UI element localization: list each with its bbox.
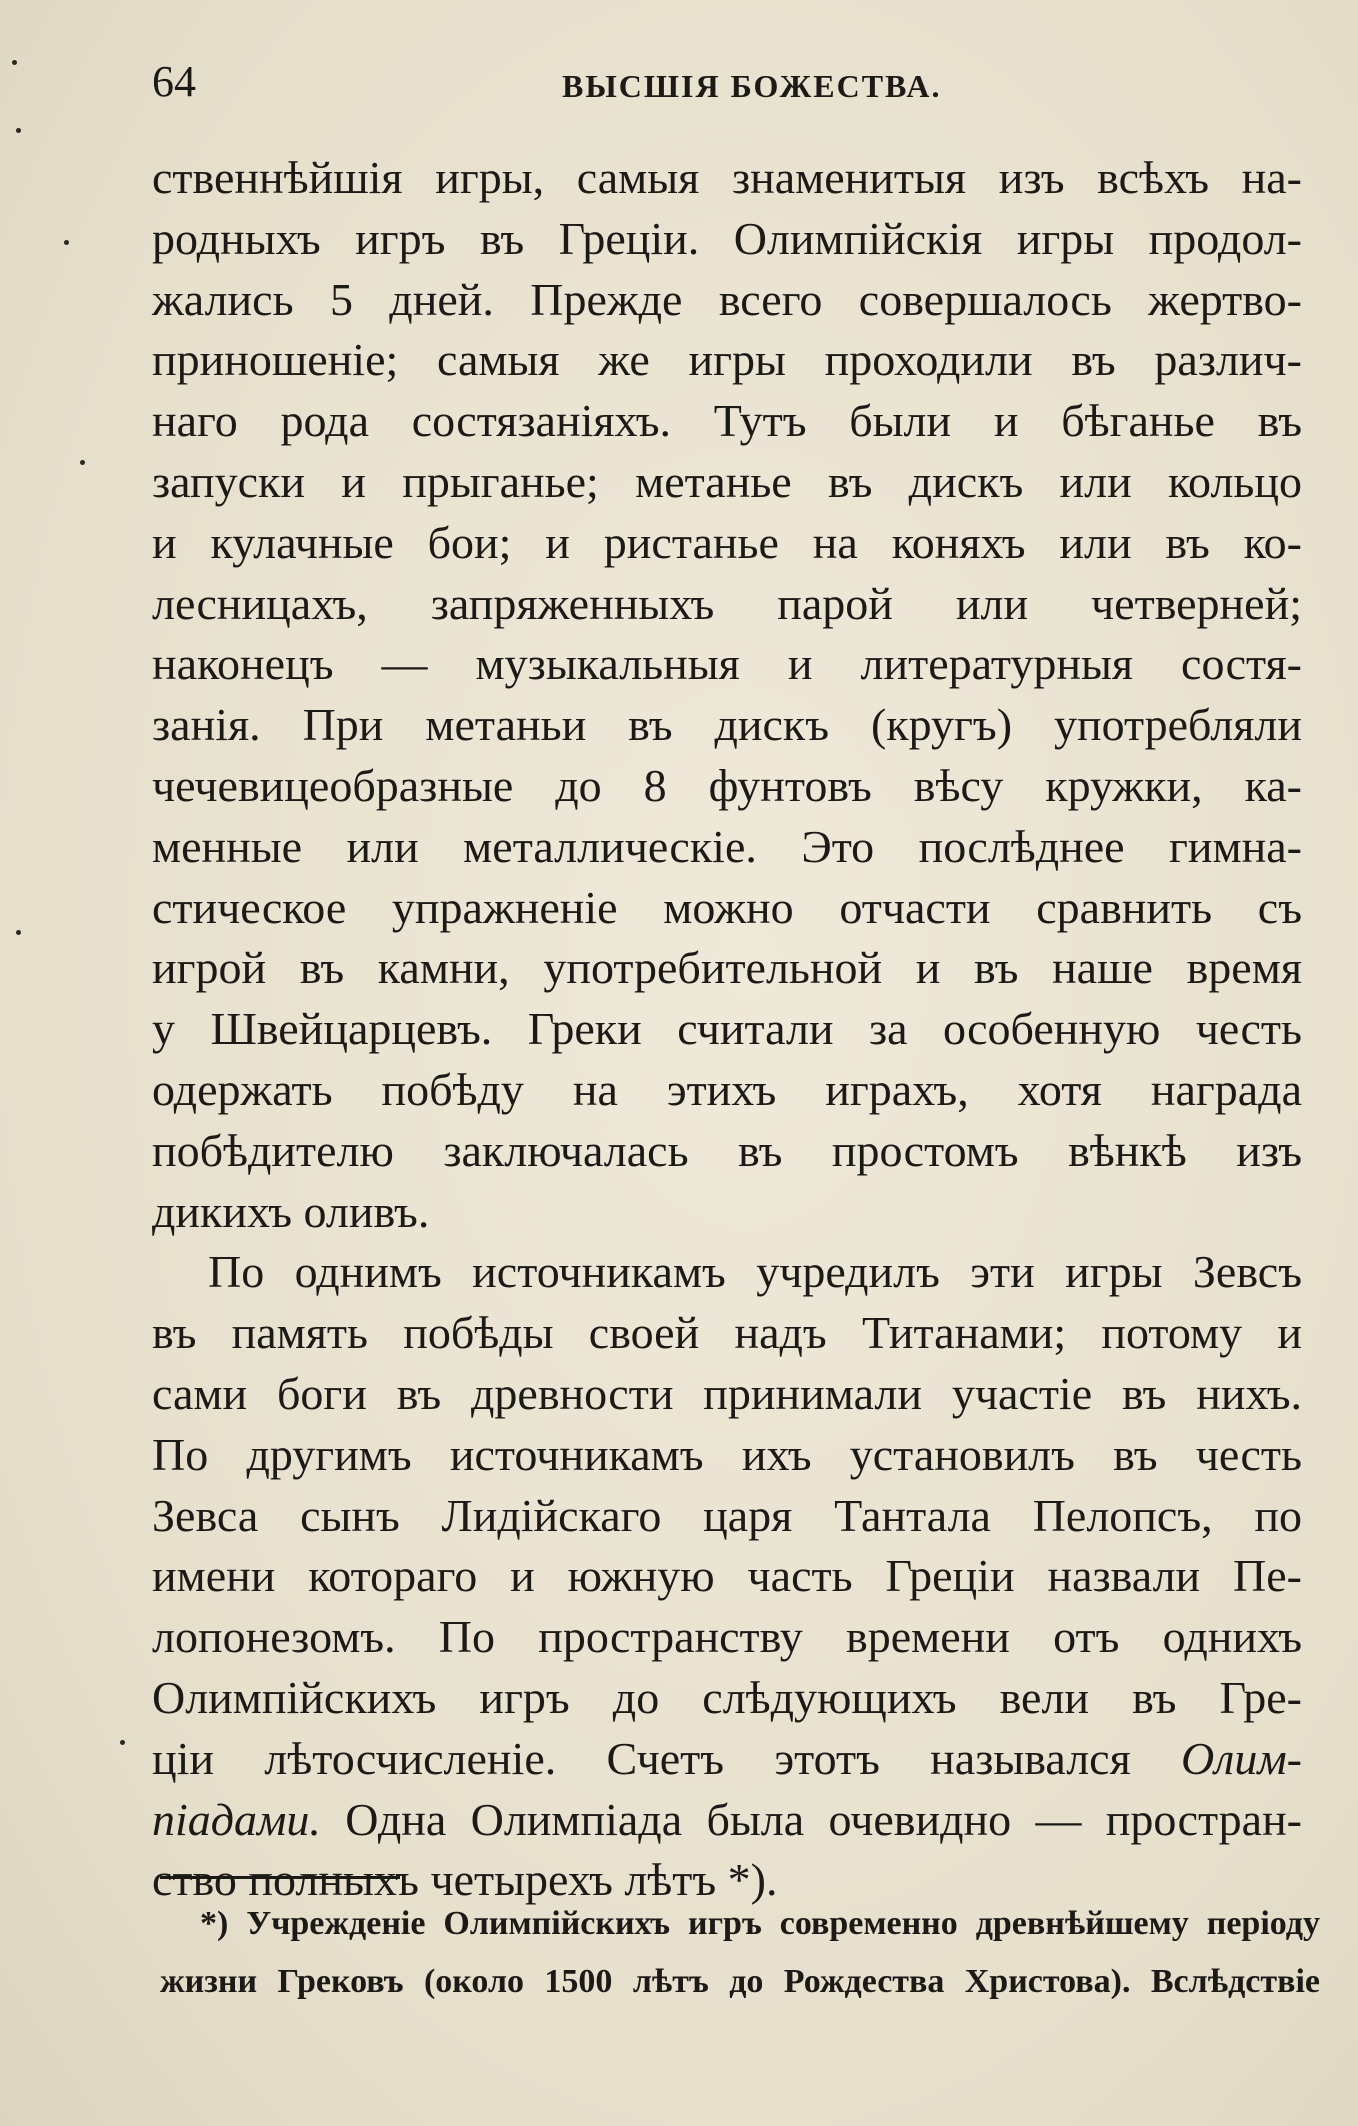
text-run: Одна Олимпіада была очевидно — простран-: [320, 1793, 1302, 1845]
text-line: въ память побѣды своей надъ Титанами; потому и: [152, 1307, 1302, 1359]
text-line: и кулачные бои; и ристанье на коняхъ или въ ко-: [152, 516, 1302, 568]
body-text: [152, 148, 1302, 1911]
margin-speck: [16, 930, 21, 935]
text-line: игрой въ камни, употребительной и въ наше время: [152, 942, 1302, 994]
margin-speck: [64, 240, 69, 245]
paragraph-1: [152, 148, 1302, 1242]
text-line: лесницахъ, запряженныхъ парой или четверней;: [152, 577, 1302, 629]
text-line: приношеніе; самыя же игры проходили въ различ-: [152, 334, 1302, 386]
text-line: [152, 1729, 1302, 1790]
margin-speck: [120, 1740, 125, 1745]
paragraph-2: [152, 1242, 1302, 1911]
page-header: [152, 52, 1302, 112]
italic-term: піадами.: [152, 1793, 321, 1845]
text-line: занія. При метаньи въ дискъ (кругъ) употребляли: [152, 699, 1302, 751]
margin-speck: [80, 460, 85, 465]
margin-speck: [12, 60, 17, 65]
text-line: родныхъ игръ въ Греціи. Олимпійскія игры продол-: [152, 212, 1302, 264]
text-line: лопонезомъ. По пространству времени отъ однихъ: [152, 1611, 1302, 1663]
text-line: у Швейцарцевъ. Греки считали за особенную честь: [152, 1003, 1302, 1055]
text-line: побѣдителю заключалась въ простомъ вѣнкѣ изъ: [152, 1124, 1302, 1176]
text-line: Зевса сынъ Лидійскаго царя Тантала Пелопсъ, по: [152, 1489, 1302, 1541]
footnote-line: жизни Грековъ (около 1500 лѣтъ до Рождества Христова). Вслѣдствіе: [160, 1963, 1320, 2000]
footnote-rule: [160, 1876, 400, 1879]
footnote-line: *) Учрежденіе Олимпійскихъ игръ современно древнѣйшему періоду: [200, 1905, 1320, 1942]
text-line: чечевицеобразные до 8 фунтовъ вѣсу кружки, ка-: [152, 759, 1302, 811]
text-line: [152, 1790, 1302, 1851]
italic-term: Олим-: [1181, 1732, 1302, 1784]
text-line: имени котораго и южную часть Греціи назвали Пе-: [152, 1550, 1302, 1602]
text-line: наконецъ — музыкальныя и литературныя состя-: [152, 638, 1302, 690]
margin-speck: [16, 128, 21, 133]
text-line: жались 5 дней. Прежде всего совершалось жертво-: [152, 273, 1302, 325]
text-line: ство полныхъ четырехъ лѣтъ *).: [152, 1854, 778, 1906]
text-run: ціи лѣтосчисленіе. Счетъ этотъ назывался: [152, 1732, 1131, 1784]
text-line: сами боги въ древности принимали участіе въ нихъ.: [152, 1367, 1302, 1419]
text-line: По однимъ источникамъ учредилъ эти игры Зевсъ: [208, 1246, 1302, 1298]
footnote: [160, 1895, 1320, 2011]
page-number: 64: [152, 57, 196, 106]
text-line: стическое упражненіе можно отчасти сравнить съ: [152, 881, 1302, 933]
text-line: По другимъ источникамъ ихъ установилъ въ честь: [152, 1428, 1302, 1480]
text-line: дикихъ оливъ.: [152, 1185, 430, 1237]
text-line: запуски и прыганье; метанье въ дискъ или кольцо: [152, 455, 1302, 507]
text-line: одержать побѣду на этихъ играхъ, хотя награда: [152, 1063, 1302, 1115]
text-line: Олимпійскихъ игръ до слѣдующихъ вели въ Гре-: [152, 1671, 1302, 1723]
text-line: наго рода состязаніяхъ. Тутъ были и бѣганье въ: [152, 395, 1302, 447]
running-head: ВЫСШІЯ БОЖЕСТВА.: [562, 68, 942, 104]
text-line: ственнѣйшія игры, самыя знаменитыя изъ всѣхъ на-: [152, 152, 1302, 203]
text-line: менные или металлическіе. Это послѣднее гимна-: [152, 820, 1302, 872]
